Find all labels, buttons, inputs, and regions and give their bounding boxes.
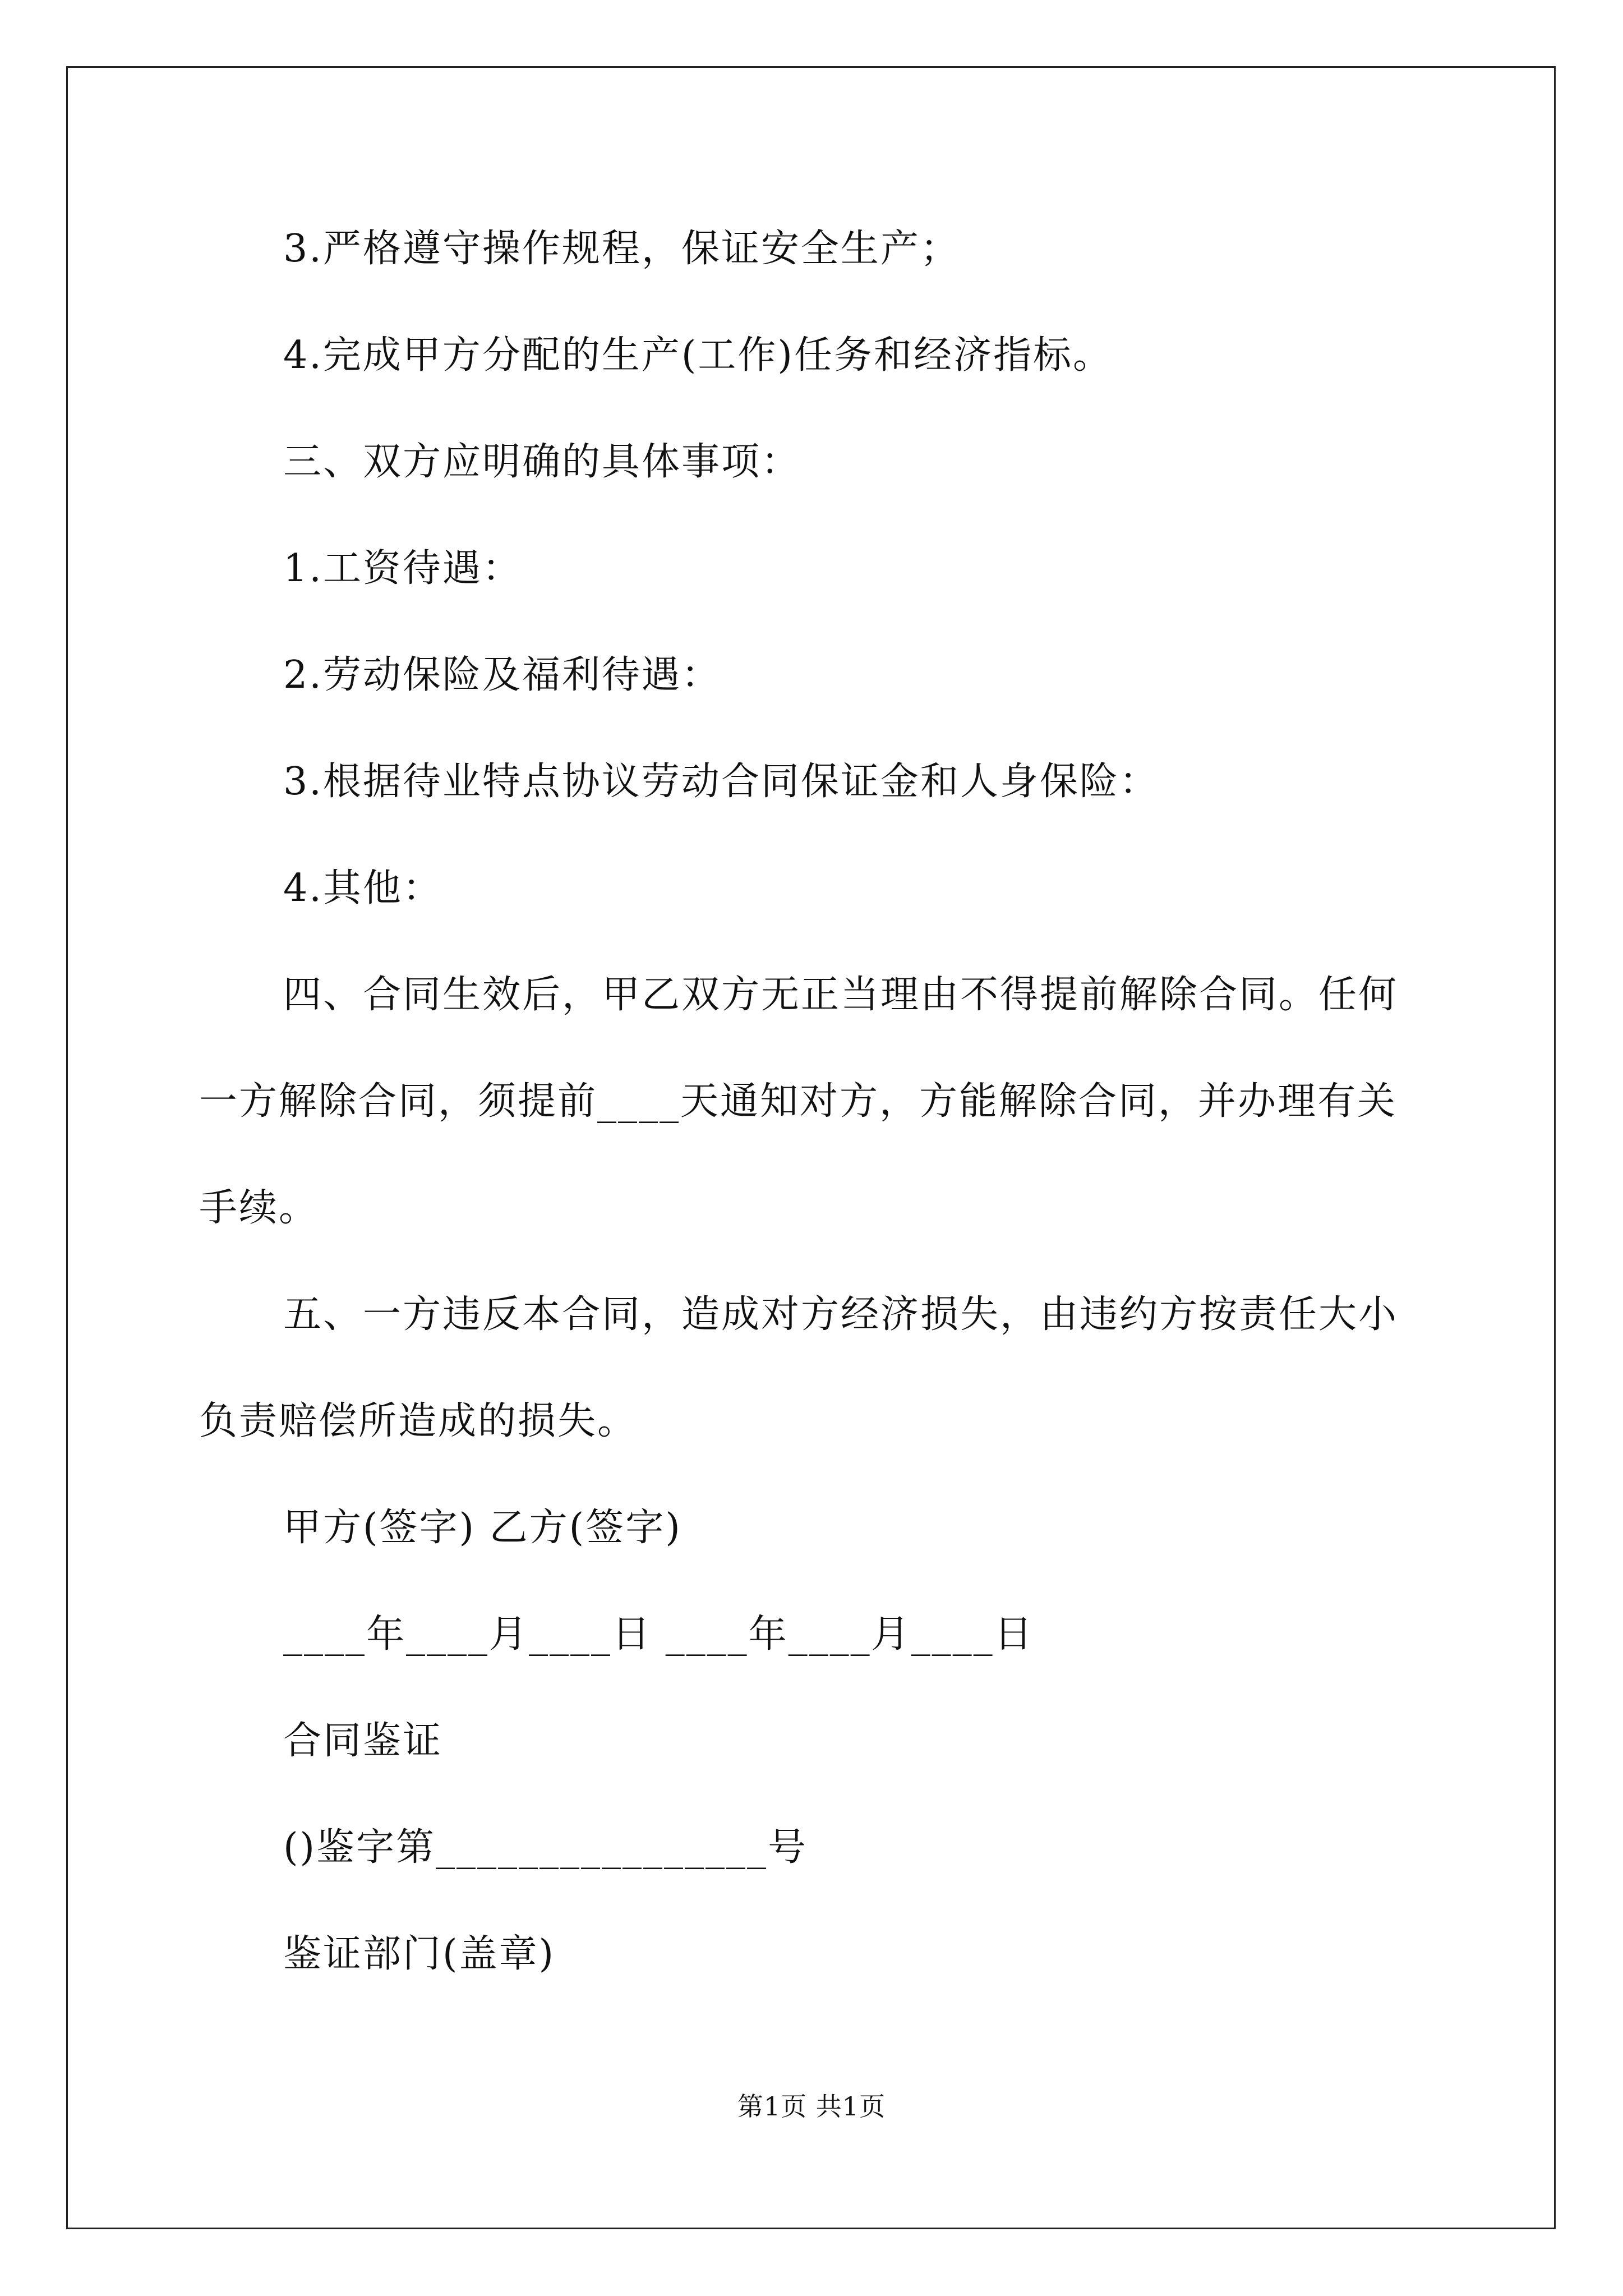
signature-dates: ____年____月____日 ____年____月____日 xyxy=(283,1612,1034,1657)
section-heading-3: 三、双方应明确的具体事项： xyxy=(283,440,801,484)
paragraph-five-line-2: 负责赔偿所造成的损失。 xyxy=(199,1399,638,1443)
verification-number: ()鉴字第________________号 xyxy=(283,1825,808,1870)
text-line-6: 3.根据待业特点协议劳动合同保证金和人身保险： xyxy=(283,760,1159,804)
text-line-2: 4.完成甲方分配的生产(工作)任务和经济指标。 xyxy=(283,333,1113,378)
text-line-7: 4.其他： xyxy=(283,866,442,910)
signature-labels: 甲方(签字) 乙方(签字) xyxy=(283,1506,682,1550)
text-line-1: 3.严格遵守操作规程，保证安全生产； xyxy=(283,227,960,271)
verification-department: 鉴证部门(盖章) xyxy=(283,1932,556,1976)
paragraph-four-line-2: 一方解除合同，须提前____天通知对方，方能解除合同，并办理有关 xyxy=(199,1079,1398,1124)
paragraph-five-line-1: 五、一方违反本合同，造成对方经济损失，由违约方按责任大小 xyxy=(283,1292,1399,1337)
text-line-5: 2.劳动保险及福利待遇： xyxy=(283,653,721,697)
paragraph-four-line-1: 四、合同生效后，甲乙双方无正当理由不得提前解除合同。任何 xyxy=(283,973,1399,1017)
page-footer: 第1页 共1页 xyxy=(737,2091,886,2122)
text-line-4: 1.工资待遇： xyxy=(283,546,522,591)
page-frame xyxy=(66,66,1556,2229)
paragraph-four-line-3: 手续。 xyxy=(199,1186,319,1230)
contract-verification-heading: 合同鉴证 xyxy=(283,1719,443,1763)
